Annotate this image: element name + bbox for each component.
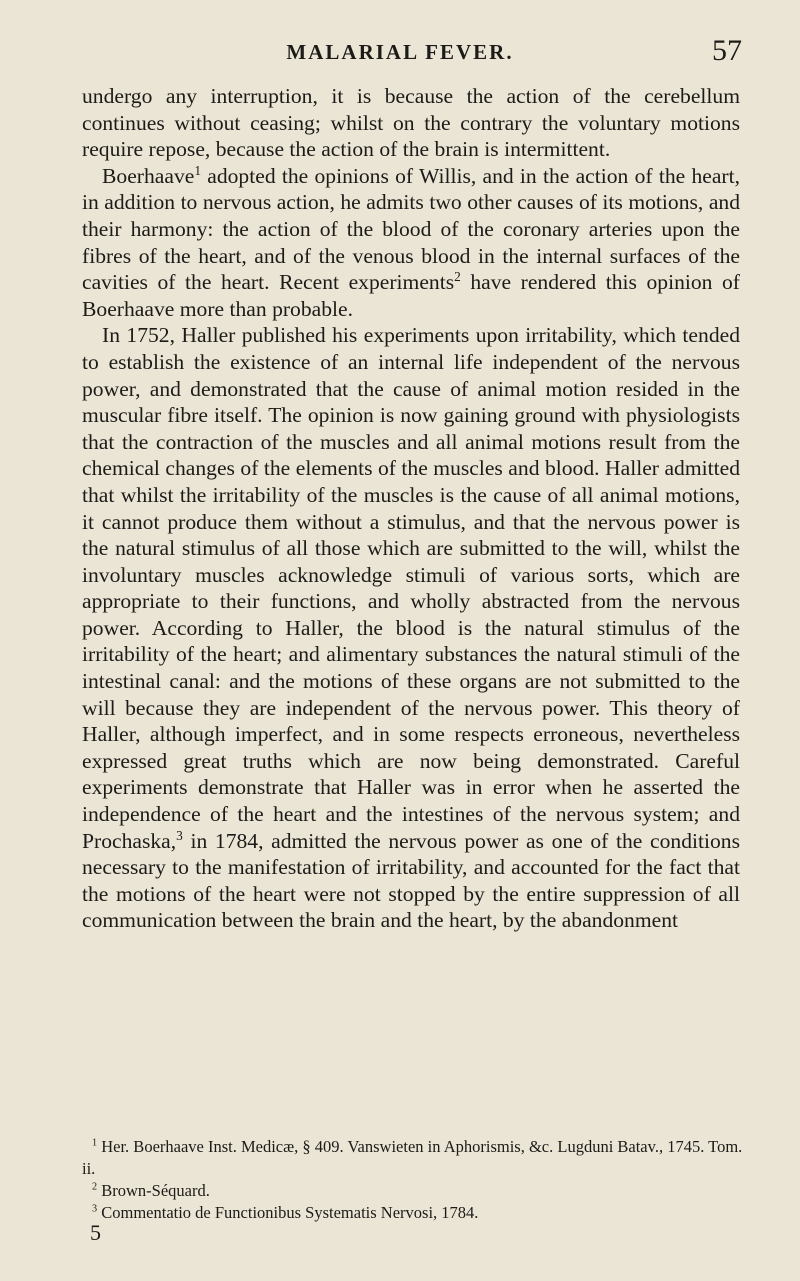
footnote-1 [82,1136,744,1180]
footnote-ref-3: 3 [176,827,183,843]
paragraph-2 [82,163,740,323]
footnote-2-mark: 2 [92,1181,98,1193]
paragraph-3-text-a: In 1752, Haller published his experiments upon irritability, which tended to establish the existence of an internal life independent of the nervous power, and demonstrated that the cause of animal motion resided in the muscular fibre itself. The opinion is now gaining ground with physiologists that the contraction of the muscles and all animal motions result from the chemical changes of the elements of the muscles and blood. Haller admitted that whilst the irritability of the muscles is the cause of all animal motions, it cannot produce them without a stimulus, and that the nervous power is the natural stimulus of all those which are submitted to the will, whilst the involuntary muscles acknowledge stimuli of various sorts, which are appropriate to their functions, and wholly abstracted from the nervous power. According to Haller, the blood is the natural stimulus of the irritability of the heart; and alimentary substances the natural stimuli of the intestinal canal: and the motions of these organs are not submitted to the will because they are independent of the nervous power. This theory of Haller, although imperfect, and in some respects erroneous, nevertheless expressed great truths which are now being demonstrated. Careful experiments demonstrate that Haller was in error when he asserted the independence of the heart and the intestines of the nervous system; and Prochaska, [82,323,740,853]
paragraph-1: undergo any interruption, it is because the action of the cerebellum continues without ceasing; whilst on the contrary the voluntary motions require repose, because the action of the brain is intermittent. [82,84,740,162]
page-number: 57 [712,34,742,67]
paragraph-2-text-a: Boerhaave [102,163,195,188]
paragraph-2-text-b: adopted the opinions of Willis, and in the action of the heart, in addition to nervous action, he admits two other causes of its motions, and their harmony: the action of the blood of the coronary arteries upon the fibres of the heart, and of the venous blood in the internal surfaces of the cavities of the heart. Recent experiments [82,163,740,295]
footnotes [82,1136,744,1224]
paragraph-3 [82,322,740,934]
running-title: MALARIAL FEVER. [286,40,514,64]
footnote-2-text: Brown-Séquard. [101,1181,210,1200]
footnote-3 [82,1202,744,1224]
paragraph-2-text-c: have rendered this opinion of Boerhaave more than probable. [82,270,740,321]
body-text [82,83,740,934]
footnote-1-text: Her. Boerhaave Inst. Medicæ, § 409. Vanswieten in Aphorismis, &c. Lugduni Batav., 1745. Tom. ii. [82,1137,743,1178]
signature-mark: 5 [90,1220,101,1245]
footnote-1-mark: 1 [92,1137,98,1149]
footnote-ref-1: 1 [194,162,202,178]
page-header [0,34,800,80]
paragraph-3-text-b: in 1784, admitted the nervous power as one of the conditions necessary to the manifestation of irritability, and accounted for the fact that the motions of the heart were not stopped by the entire suppression of all communication between the brain and the heart, by the abandonment [82,828,740,933]
footnote-3-text: Commentatio de Functionibus Systematis Nervosi, 1784. [101,1203,479,1222]
footnote-2 [82,1180,744,1202]
footnote-ref-2: 2 [454,268,461,284]
footnote-3-mark: 3 [92,1203,98,1215]
